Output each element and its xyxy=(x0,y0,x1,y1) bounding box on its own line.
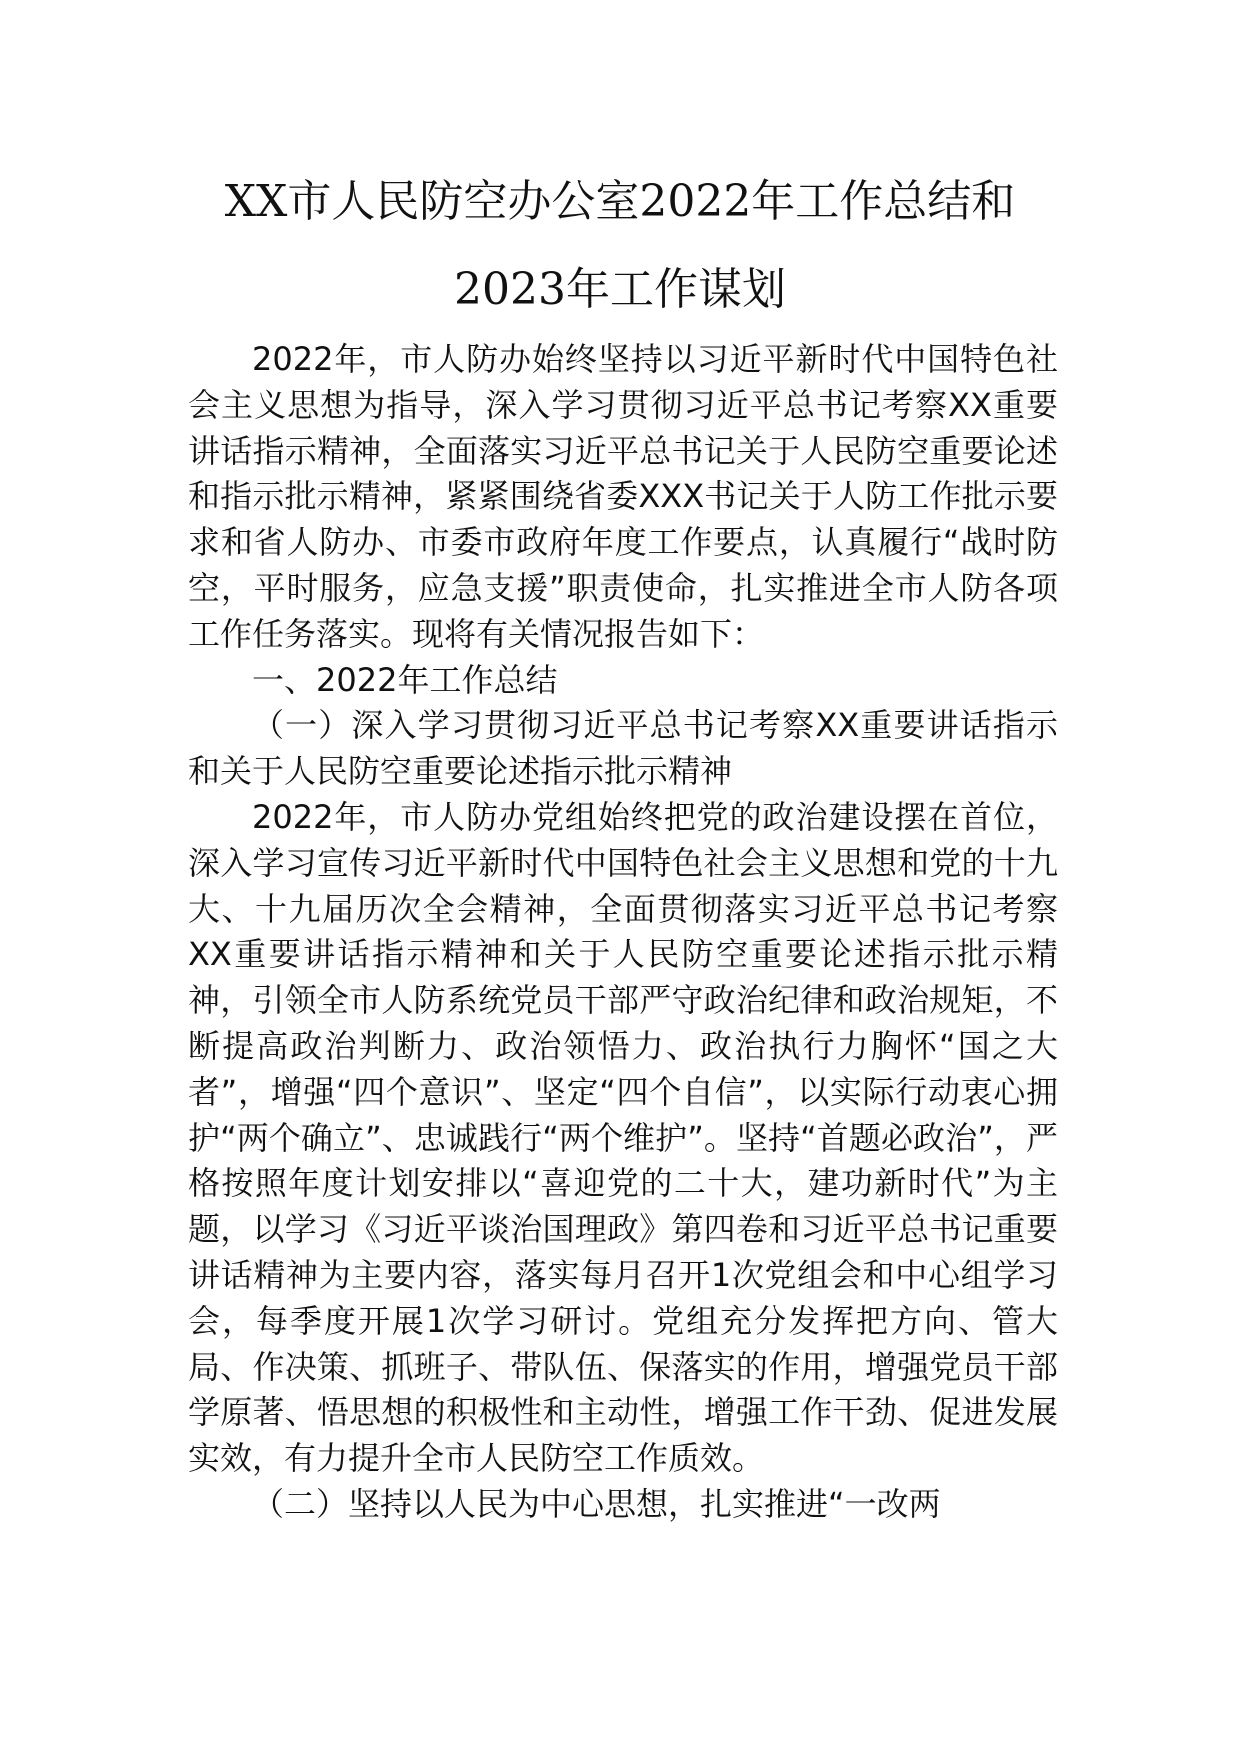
subsection-heading-1: （一）深入学习贯彻习近平总书记考察XX重要讲话指示和关于人民防空重要论述指示批示精神 xyxy=(188,706,1058,791)
subsection-heading-2: （二）坚持以人民为中心思想，扎实推进“一改两 xyxy=(252,1484,941,1523)
section-heading-1: 一、2022年工作总结 xyxy=(252,660,558,699)
document-title-line-2: 2023年工作谋划 xyxy=(454,264,786,315)
body-paragraph: 2022年，市人防办党组始终把党的政治建设摆在首位，深入学习宣传习近平新时代中国特色社会主义思想和党的十九大、十九届历次全会精神，全面贯彻落实习近平总书记考察XX重要讲话指示精神和关于人民防空重要论述指示批示精神，引领全市人防系统党员干部严守政治纪律和政治规矩，不断提高政治判断力、政治领悟力、政治执行力胸怀“国之大者”，增强“四个意识”、坚定“四个自信”，以实际行动衷心拥护“两个确立”、忠诚践行“两个维护”。坚持“首题必政治”，严格按照年度计划安排以“喜迎党的二十大，建功新时代”为主题，以学习《习近平谈治国理政》第四卷和习近平总书记重要讲话精神为主要内容，落实每月召开1次党组会和中心组学习会，每季度开展1次学习研讨。党组充分发挥把方向、管大局、作决策、抓班子、带队伍、保落实的作用，增强党员干部学原著、悟思想的积极性和主动性，增强工作干劲、促进发展实效，有力提升全市人民防空工作质效。 xyxy=(188,797,1058,1478)
document-body xyxy=(188,337,1058,1528)
intro-paragraph: 2022年，市人防办始终坚持以习近平新时代中国特色社会主义思想为指导，深入学习贯彻习近平总书记考察XX重要讲话指示精神，全面落实习近平总书记关于人民防空重要论述和指示批示精神，紧紧围绕省委XXX书记关于人防工作批示要求和省人防办、市委市政府年度工作要点，认真履行“战时防空，平时服务，应急支援”职责使命，扎实推进全市人防各项工作任务落实。现将有关情况报告如下： xyxy=(188,340,1058,653)
document-title-line-1: XX市人民防空办公室2022年工作总结和 xyxy=(224,176,1016,227)
